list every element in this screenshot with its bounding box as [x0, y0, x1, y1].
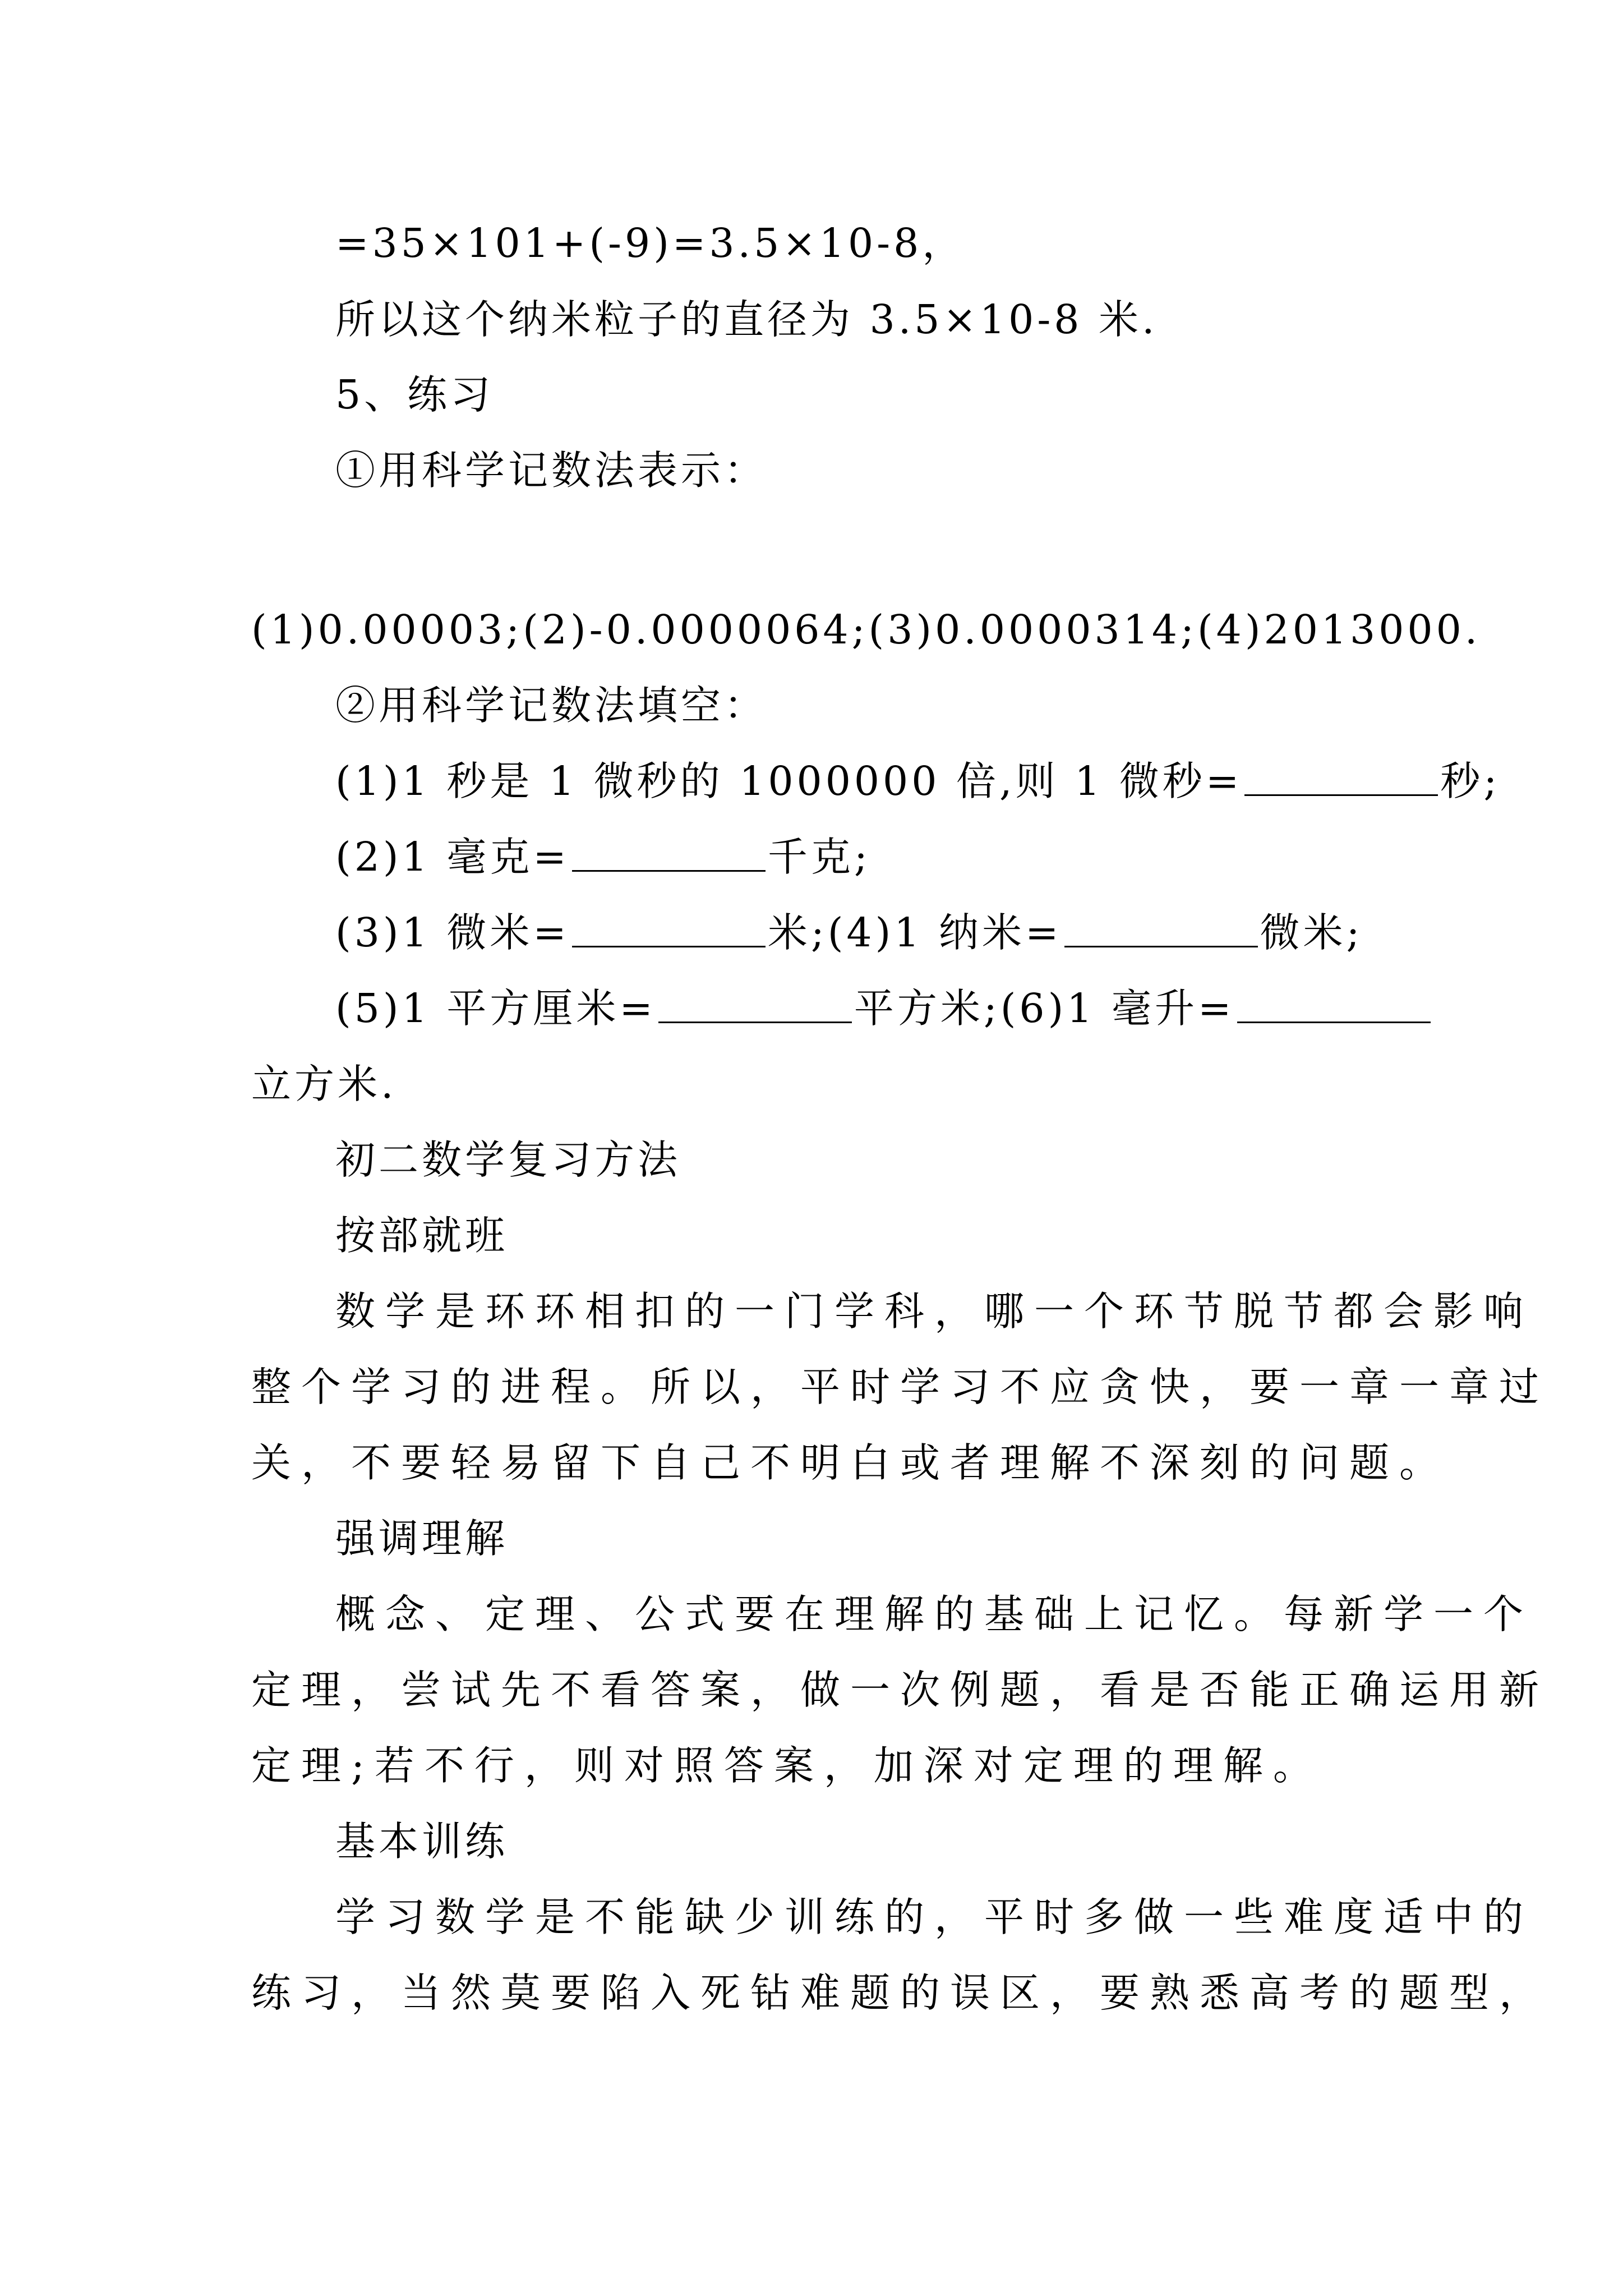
- subheading-step-by-step: 按部就班: [335, 1212, 509, 1259]
- section-heading-practice: 5、练习: [335, 371, 494, 418]
- question-text: 米;(4)1 纳米=: [767, 909, 1062, 956]
- answer-blank: [1244, 761, 1438, 796]
- fill-question-6-continued: 立方米.: [251, 1061, 397, 1107]
- question-text: 秒;: [1440, 758, 1501, 804]
- formula-line: =35×101+(-9)=3.5×10-8，: [335, 220, 966, 266]
- question-text: 微米;: [1260, 909, 1363, 956]
- question-text: (5)1 平方厘米=: [335, 985, 656, 1032]
- answer-blank: [572, 836, 766, 872]
- question-text: (2)1 毫克=: [335, 834, 570, 880]
- paragraph-2-line-2: 定理，尝试先不看答案，做一次例题，看是否能正确运用新: [251, 1667, 1550, 1713]
- exercise-1-items: (1)0.00003;(2)-0.0000064;(3)0.0000314;(4)2013000.: [251, 606, 1481, 653]
- paragraph-1-line-2: 整个学习的进程。所以，平时学习不应贪快，要一章一章过: [251, 1364, 1550, 1410]
- fill-question-2: [335, 829, 871, 885]
- exercise-2-prompt: ②用科学记数法填空：: [335, 682, 768, 729]
- answer-blank: [1064, 912, 1258, 947]
- question-text: 千克;: [767, 834, 871, 880]
- exercise-1-prompt: ①用科学记数法表示：: [335, 447, 768, 494]
- paragraph-2-line-3: 定理;若不行，则对照答案，加深对定理的理解。: [251, 1742, 1323, 1789]
- question-text: (1)1 秒是 1 微秒的 1000000 倍,则 1 微秒=: [335, 758, 1243, 804]
- paragraph-3-line-1: 学习数学是不能缺少训练的，平时多做一些难度适中的: [335, 1894, 1534, 1940]
- subheading-understanding: 强调理解: [335, 1515, 509, 1562]
- answer-blank: [572, 912, 766, 947]
- subheading-basic-training: 基本训练: [335, 1818, 509, 1865]
- question-text: (3)1 微米=: [335, 909, 570, 956]
- paragraph-2-line-1: 概念、定理、公式要在理解的基础上记忆。每新学一个: [335, 1591, 1534, 1637]
- paragraph-3-line-2: 练习，当然莫要陷入死钻难题的误区，要熟悉高考的题型，: [251, 1970, 1550, 2016]
- paragraph-1-line-1: 数学是环环相扣的一门学科，哪一个环节脱节都会影响: [335, 1288, 1534, 1335]
- question-text: 平方米;(6)1 毫升=: [854, 985, 1235, 1032]
- review-methods-heading: 初二数学复习方法: [335, 1137, 681, 1183]
- answer-blank: [1237, 988, 1431, 1023]
- fill-question-1: [335, 753, 1500, 809]
- paragraph-1-line-3: 关，不要轻易留下自己不明白或者理解不深刻的问题。: [251, 1439, 1450, 1486]
- fill-question-5-6: [335, 981, 1433, 1037]
- fill-question-3-4: [335, 905, 1363, 961]
- conclusion-line: 所以这个纳米粒子的直径为 3.5×10-8 米.: [335, 296, 1158, 343]
- answer-blank: [658, 988, 852, 1023]
